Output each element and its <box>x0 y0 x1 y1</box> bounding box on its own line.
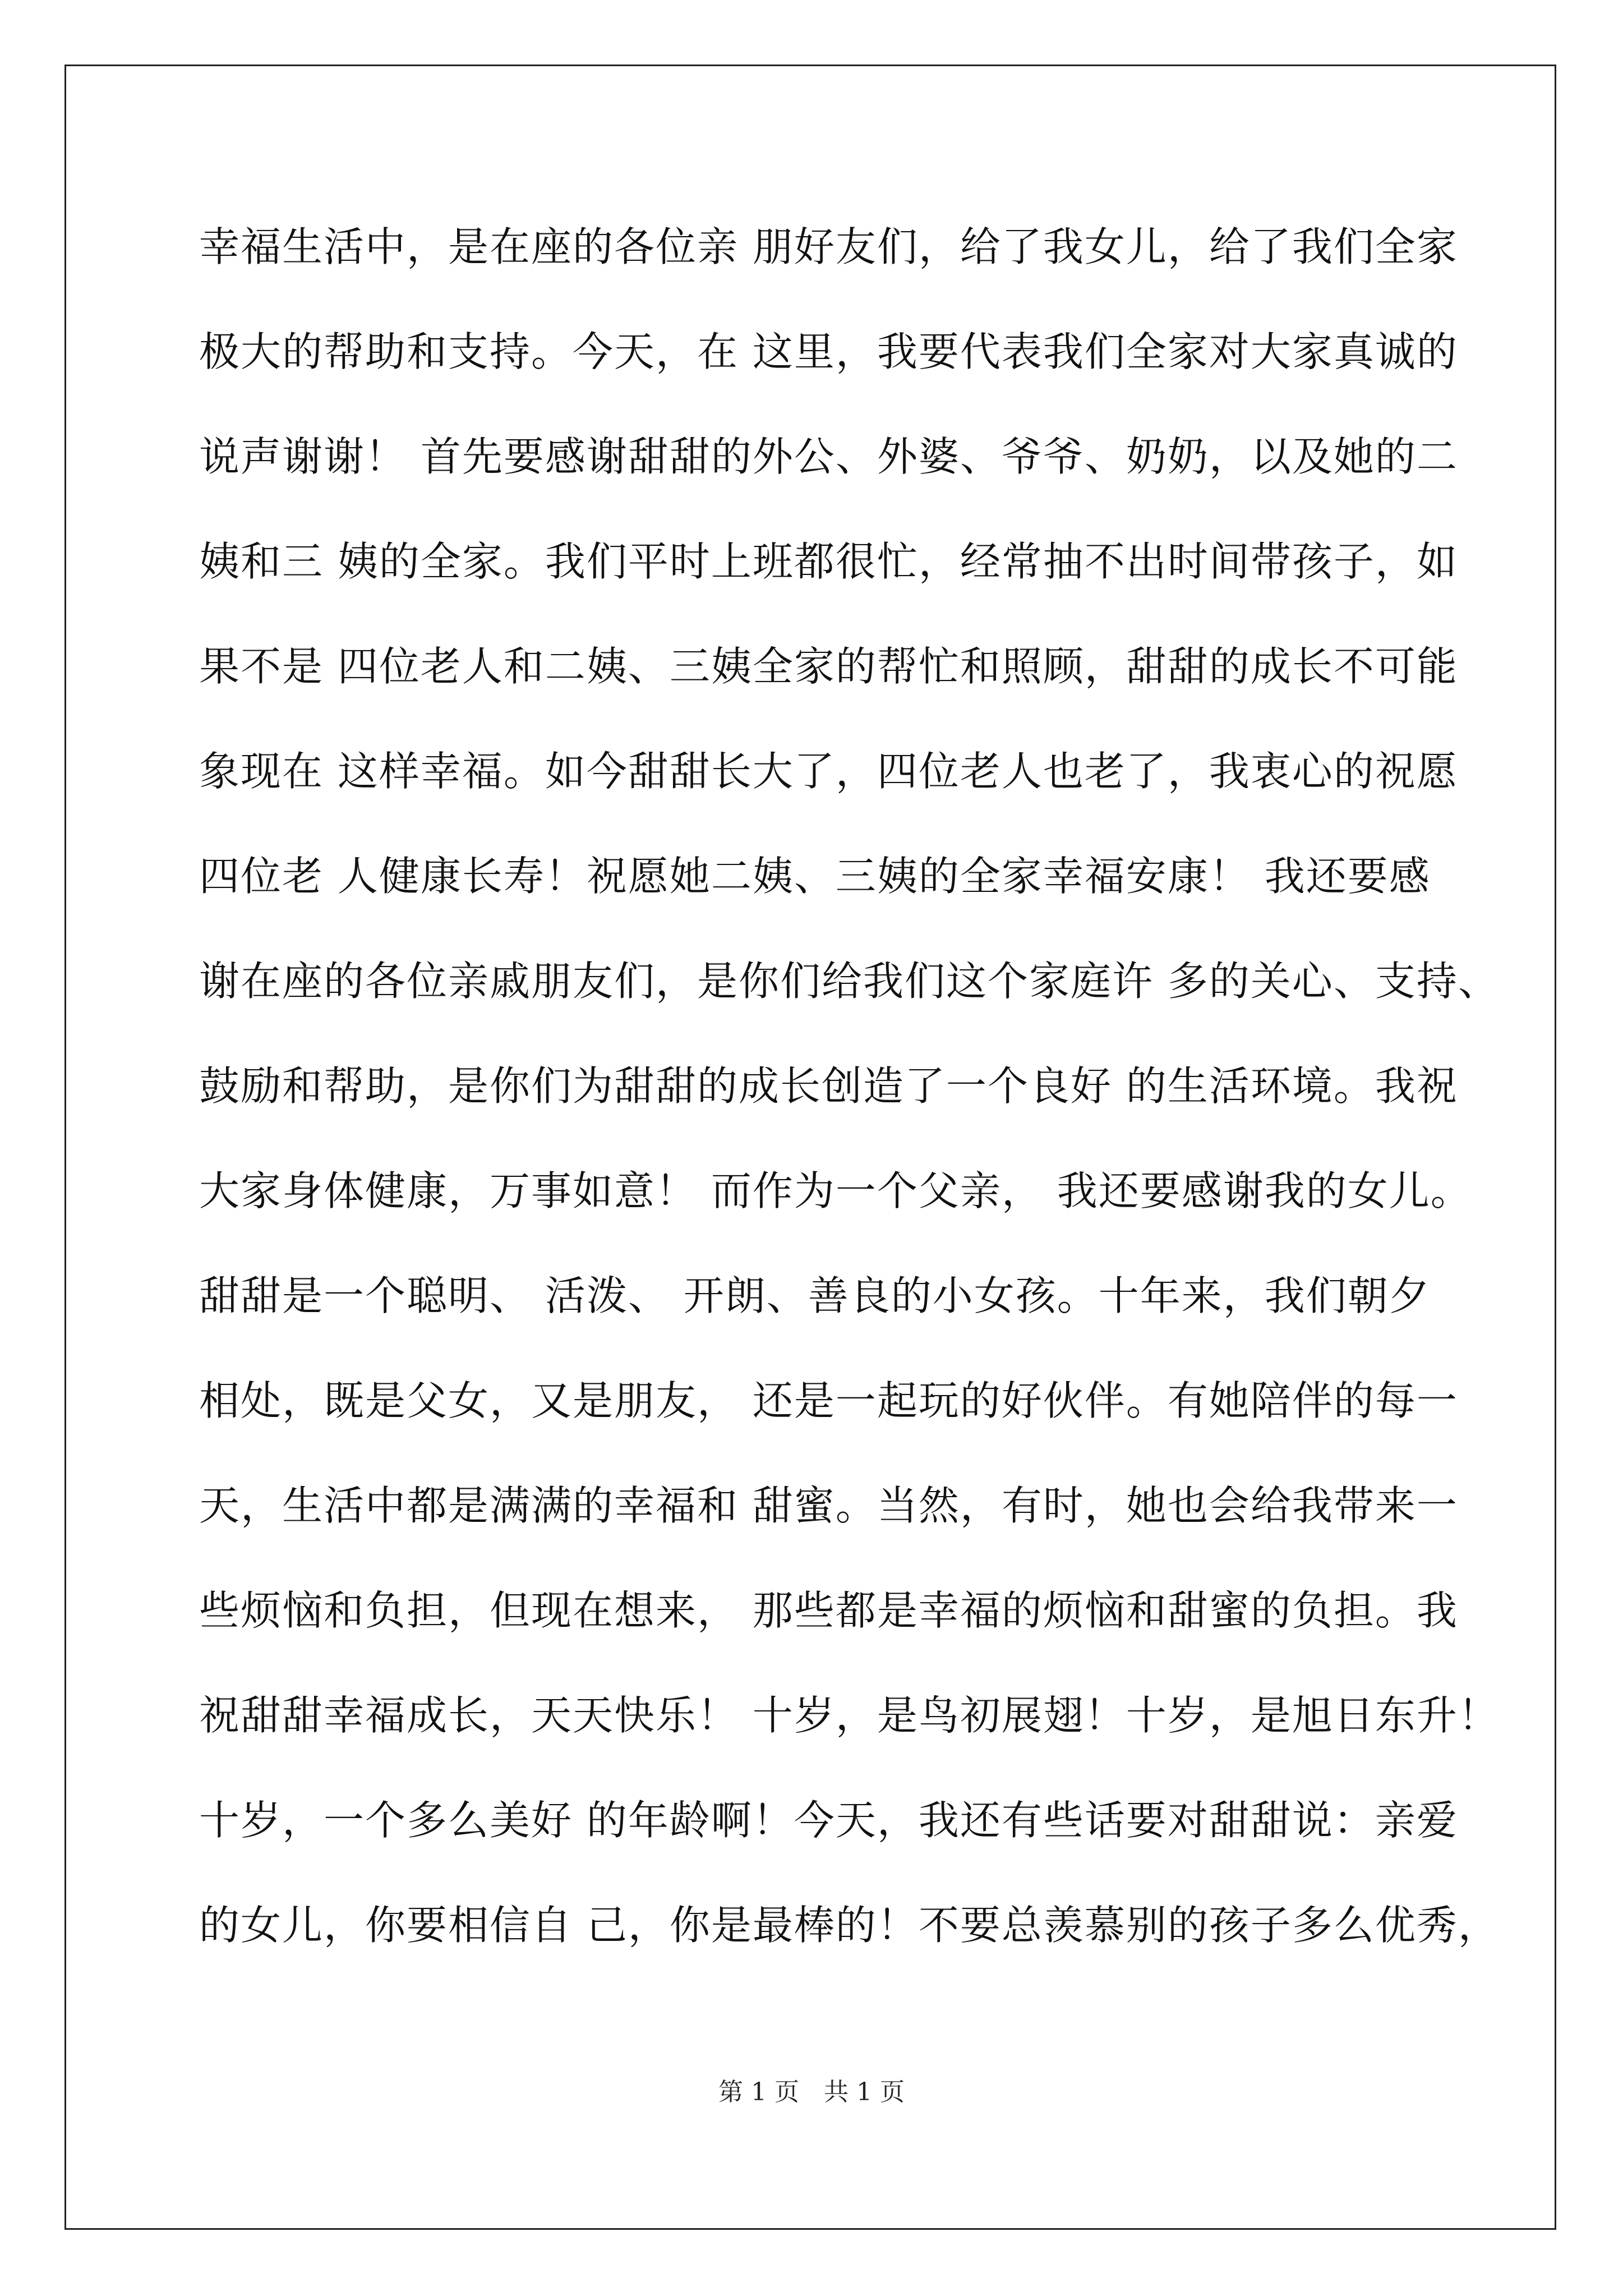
text-line: 果不是 四位老人和二姨、三姨全家的帮忙和照顾，甜甜的成长不可能 <box>199 643 1458 690</box>
text-line: 些烦恼和负担，但现在想来， 那些都是幸福的烦恼和甜蜜的负担。我 <box>199 1587 1458 1634</box>
text-line: 甜甜是一个聪明、 活泼、 开朗、善良的小女孩。十年来，我们朝夕 <box>199 1272 1431 1319</box>
text-line: 说声谢谢！ 首先要感谢甜甜的外公、外婆、爷爷、奶奶，以及她的二 <box>199 433 1458 480</box>
text-line: 的女儿，你要相信自 己，你是最棒的！不要总羡慕别的孩子多么优秀， <box>199 1902 1500 1949</box>
text-line: 象现在 这样幸福。如今甜甜长大了，四位老人也老了，我衷心的祝愿 <box>199 748 1458 795</box>
text-line: 谢在座的各位亲戚朋友们，是你们给我们这个家庭许 多的关心、支持、 <box>199 958 1500 1005</box>
text-line: 祝甜甜幸福成长，天天快乐！ 十岁，是鸟初展翅！十岁，是旭日东升！ <box>199 1692 1500 1739</box>
text-line: 极大的帮助和支持。今天，在 这里，我要代表我们全家对大家真诚的 <box>199 328 1458 375</box>
text-line: 四位老 人健康长寿！祝愿她二姨、三姨的全家幸福安康！ 我还要感 <box>199 853 1431 900</box>
text-line: 姨和三 姨的全家。我们平时上班都很忙，经常抽不出时间带孩子，如 <box>199 538 1458 585</box>
text-line: 天，生活中都是满满的幸福和 甜蜜。当然，有时，她也会给我带来一 <box>199 1482 1458 1529</box>
page-number-footer: 第 1 页 共 1 页 <box>718 2078 905 2106</box>
document-body <box>199 219 1500 2002</box>
text-line: 幸福生活中，是在座的各位亲 朋好友们，给了我女儿，给了我们全家 <box>199 223 1458 270</box>
text-line: 鼓励和帮助，是你们为甜甜的成长创造了一个良好 的生活环境。我祝 <box>199 1062 1458 1110</box>
text-line: 相处，既是父女，又是朋友， 还是一起玩的好伙伴。有她陪伴的每一 <box>199 1377 1458 1424</box>
text-line: 大家身体健康，万事如意！ 而作为一个父亲， 我还要感谢我的女儿。 <box>199 1167 1472 1214</box>
text-line: 十岁，一个多么美好 的年龄啊！今天，我还有些话要对甜甜说：亲爱 <box>199 1797 1458 1844</box>
